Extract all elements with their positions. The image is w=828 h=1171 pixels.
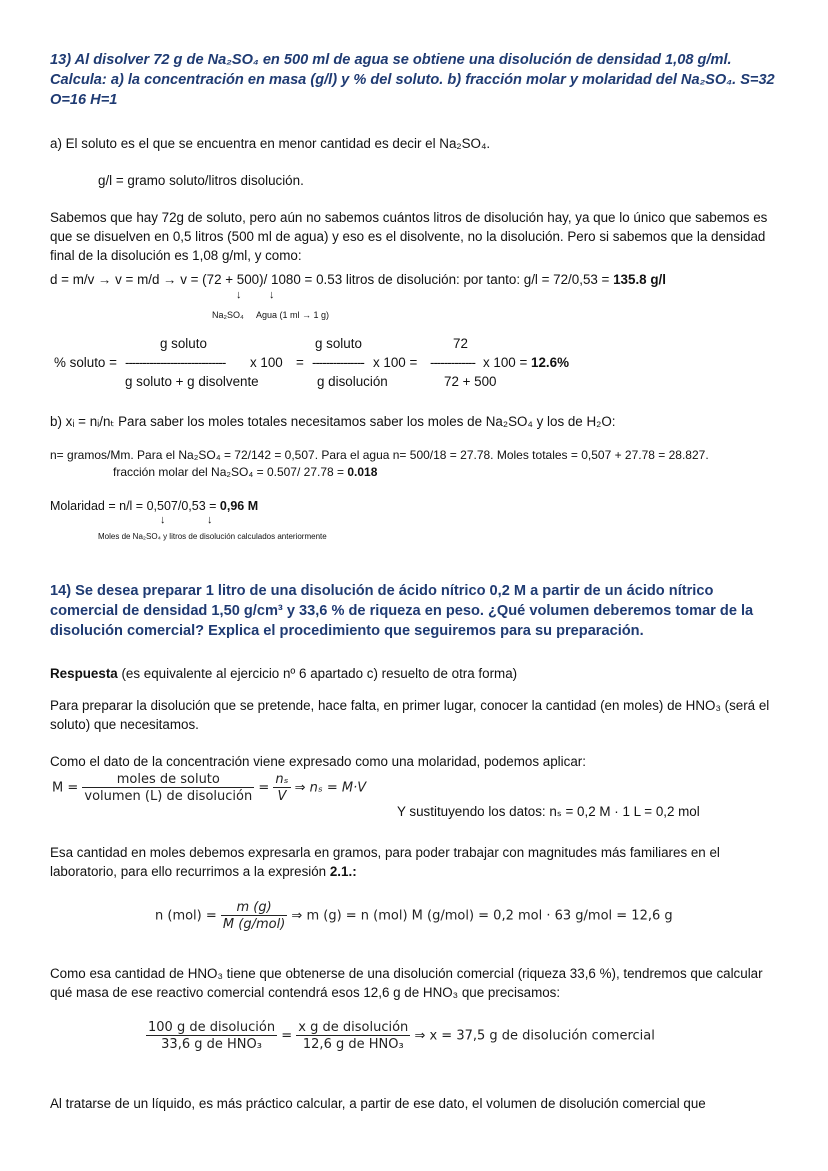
gl-formula: g/l = gramo soluto/litros disolución.: [98, 173, 304, 188]
down-arrow-icon: ↓: [269, 289, 275, 301]
question-13-title: 13) Al disolver 72 g de Na₂SO₄ en 500 ml de agua se obtiene una disolución de densidad 1,08 g/ml. Calcula: a) la concentración en masa (g/l) y % del soluto. b) fracción molar y molaridad del Na₂SO₄. S=32 O=16 H=1: [50, 52, 775, 108]
answer-line: [50, 664, 780, 683]
percent-label: % soluto =: [54, 355, 117, 370]
paragraph-2: Como el dato de la concentración viene expresado como una molaridad, podemos aplicar:: [50, 754, 586, 769]
answer-note: (es equivalente al ejercicio nº 6 apartado c) resuelto de otra forma): [117, 666, 518, 681]
equation-moles-to-grams: n (mol) = $\frac{m (g)}{\text{M (g/mol)}}$ ⇒ m (g) = n (mol) M (g/mol) = 0,2 mol · 63 g/mol = 12,6 g: [155, 900, 673, 932]
density-result: 135.8 g/l: [613, 272, 666, 287]
down-arrow-icon: ↓: [160, 514, 166, 526]
paragraph-4: Como esa cantidad de HNO₃ tiene que obtenerse de una disolución comercial (riqueza 33,6 %), tendremos que calcular qué masa de ese reactivo comercial contendrá esos 12,6 g de HNO₃ que precisamos:: [50, 966, 763, 1000]
moles-line: n= gramos/Mm. Para el Na₂SO₄ = 72/142 = 0,507. Para el agua n= 500/18 = 27.78. Moles totales = 0,507 + 27.78 = 28.827.: [50, 448, 709, 462]
molar-fraction: fracción molar del Na₂SO₄ = 0.507/ 27.78 =: [113, 465, 348, 479]
paragraph-5: Al tratarse de un líquido, es más práctico calcular, a partir de ese dato, el volumen de disolución comercial que: [50, 1096, 706, 1111]
percent-result-line: [483, 355, 569, 370]
substitution-line: Y sustituyendo los datos: nₛ = 0,2 M · 1 L = 0,2 mol: [397, 804, 700, 819]
molarity: Molaridad = n/l = 0,507/0,53 =: [50, 499, 220, 513]
question-14-title: 14) Se desea preparar 1 litro de una disolución de ácido nítrico 0,2 M a partir de un ácido nítrico comercial de densidad 1,50 g/cm³ y 33,6 % de riqueza en peso. ¿Qué volumen deberemos tomar de la disolución comercial? Explica el procedimiento que seguiremos para su preparación.: [50, 583, 754, 639]
explanation-paragraph: Sabemos que hay 72g de soluto, pero aún no sabemos cuántos litros de disolución hay, ya que lo único que sabemos es que se disuelven en 0,5 litros (500 ml de agua) y eso es el disolvente, no la disolución. Pero si sabemos que la densidad final de la disolución es 1,08 g/ml, y como:: [50, 210, 768, 263]
percent-num2: g soluto: [315, 336, 362, 351]
percent-den2: g disolución: [317, 374, 388, 389]
percent-mul2: x 100 =: [373, 355, 418, 370]
percent-mul3: x 100 =: [483, 355, 532, 370]
part-b-intro: b) xᵢ = nᵢ/nₜ Para saber los moles totales necesitamos saber los moles de Na₂SO₄ y los de H₂O:: [50, 414, 616, 429]
molar-fraction-result: 0.018: [347, 465, 378, 479]
molar-fraction-line: [113, 463, 828, 482]
equation-molarity: M = $\frac{\text{moles de soluto}}{\text{volumen (L) de disolución}}$ = $\frac{\text{nₛ}}{V}$ ⇒ nₛ = M·V: [52, 772, 367, 804]
part-a-intro: a) El soluto es el que se encuentra en menor cantidad es decir el Na₂SO₄.: [50, 136, 491, 151]
percent-den3: 72 + 500: [444, 374, 497, 389]
fraction-dashes: ---------------: [312, 355, 364, 370]
down-arrow-icon: ↓: [236, 289, 242, 301]
percent-num3: 72: [453, 336, 468, 351]
note-water: Agua (1 ml → 1 g): [256, 310, 330, 320]
molarity-result: 0,96 M: [219, 499, 259, 513]
percent-mul1: x 100: [250, 355, 283, 370]
fraction-dashes: -----------------------------: [125, 355, 226, 370]
percent-den1: g soluto + g disolvente: [125, 374, 259, 389]
equation-commercial-mass: $\frac{\text{100 g de disolución}}{\text{33,6 g de HNO₃}}$ = $\frac{\text{x g de disolución}}{\text{12,6 g de HNO₃}}$ ⇒ x = 37,5 g de disolución comercial: [148, 1020, 655, 1052]
molarity-note: Moles de Na₂SO₄ y litros de disolución calculados anteriormente: [98, 532, 327, 541]
paragraph-1: Para preparar la disolución que se pretende, hace falta, en primer lugar, conocer la cantidad (en moles) de HNO₃ (será el soluto) que necesitamos.: [50, 698, 770, 732]
percent-num1: g soluto: [160, 336, 207, 351]
density-line: [50, 270, 780, 289]
expression-ref: 2.1.:: [329, 864, 357, 879]
note-solute: Na₂SO₄: [212, 310, 244, 320]
density-formula: d = m/v → v = m/d → v = (72 + 500)/ 1080 = 0.53 litros de disolución: por tanto: g/l = 72/0,53 =: [50, 272, 614, 287]
paragraph-3: Esa cantidad en moles debemos expresarla en gramos, para poder trabajar con magnitudes más familiares en el laboratorio, para ello recurrimos a la expresión 2.1.:: [50, 845, 720, 879]
down-arrow-icon: ↓: [207, 514, 213, 526]
percent-result: 12.6%: [531, 355, 569, 370]
fraction-dashes: -------------: [430, 355, 475, 370]
answer-label: Respuesta: [50, 666, 118, 681]
